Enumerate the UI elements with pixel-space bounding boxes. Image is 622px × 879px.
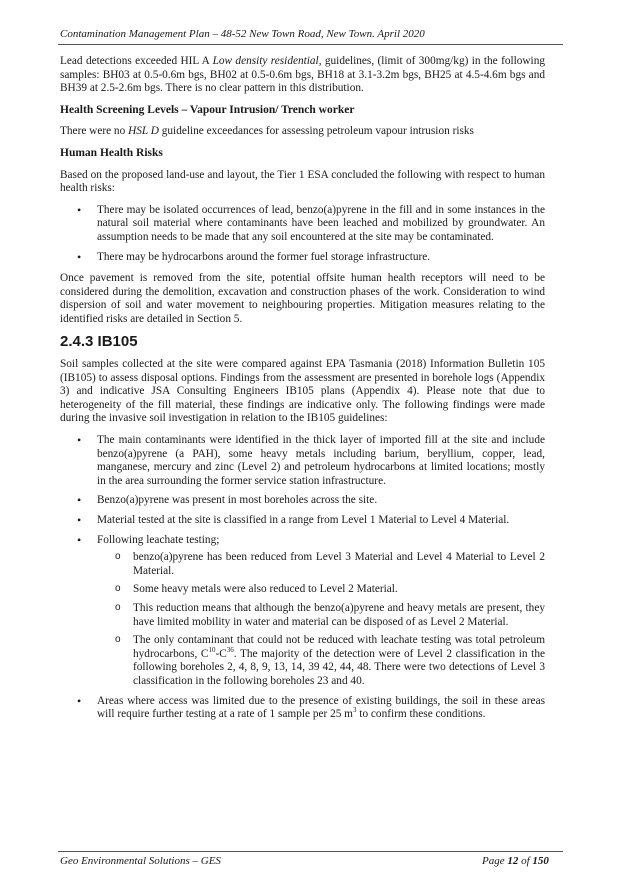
leachate-label: Following leachate testing; <box>97 533 220 546</box>
list-item: • Areas where access was limited due to the presence of existing buildings, the soil in these areas will require further testing at a rate of 1 sample per 25 $m^3$ to confirm these conditions. <box>60 695 545 722</box>
list-item <box>60 534 545 689</box>
hsl-heading: Health Screening Levels – Vapour Intrusion/ Trench worker <box>60 103 355 116</box>
hsl-paragraph: There were no HSL D guideline exceedances for assessing petroleum vapour intrusion risks <box>60 125 474 138</box>
footer-company: Geo Environmental Solutions – GES <box>60 855 221 867</box>
footer-divider <box>58 851 563 852</box>
section-intro: Soil samples collected at the site were compared against EPA Tasmania (2018) Information Bulletin 105 (IB105) to assess disposal options. Findings from the assessment are presented in borehole logs (Appendix 3) and indicative JSA Consulting Engineers IB105 plans (Appendix 4). Please note that due to heterogeneity of the fill material, these findings are indicative only. The following findings were made during the invasive soil investigation in relation to the IB105 guidelines: <box>60 358 545 425</box>
list-item: • The main contaminants were identified in the thick layer of imported fill at the site and include benzo(a)pyrene (a PAH), some heavy metals including barium, beryllium, copper, lead, manganese, mercury and zinc (Level 2) and petroleum hydrocarbons at limited locations; mostly in the area surrounding the former service station infrastructure. <box>60 434 545 488</box>
page-number: Page 12 of 150 <box>482 855 549 867</box>
human-health-risks-heading: Human Health Risks <box>60 146 163 159</box>
leachate-sub-list <box>97 551 545 688</box>
findings-list <box>60 434 545 722</box>
sub-list-item: o This reduction means that although the benzo(a)pyrene and heavy metals are present, they have limited mobility in water and material can be disposed of as Level 2 Material. <box>97 602 545 629</box>
page-header: Contamination Management Plan – 48-52 New Town Road, New Town. April 2020 <box>60 28 425 40</box>
list-item: • Material tested at the site is classified in a range from Level 1 Material to Level 4 Material. <box>60 514 545 528</box>
section-heading: 2.4.3 IB105 <box>60 332 138 350</box>
page-body <box>60 55 545 730</box>
list-item: • There may be hydrocarbons around the former fuel storage infrastructure. <box>60 251 545 265</box>
hhr-after: Once pavement is removed from the site, potential offsite human health receptors will need to be considered during the demolition, excavation and construction phases of the work. Consideration to wind dispersion of soil and water movement to neighbouring properties. Mitigation measures relating to the identified risks are detailed in Section 5. <box>60 272 545 325</box>
sub-list-item: o benzo(a)pyrene has been reduced from Level 3 Material and Level 4 Material to Level 2 Material. <box>97 551 545 578</box>
lead-paragraph: Lead detections exceeded HIL A Low density residential, guidelines, (limit of 300mg/kg) in the following samples: BH03 at 0.5-0.6m bgs, BH02 at 0.5-0.6m bgs, BH18 at 3.1-3.2m bgs, BH25 at 4.5-4.6m bgs and BH39 at 2.5-2.6m bgs. There is no clear pattern in this distribution. <box>60 55 545 95</box>
list-item: • There may be isolated occurrences of lead, benzo(a)pyrene in the fill and in some instances in the natural soil material where contaminants have been leached and mobilized by groundwater. An assumption needs to be made that any soil encountered at the site may be contaminated. <box>60 204 545 245</box>
sub-list-item: o The only contaminant that could not be reduced with leachate testing was total petroleum hydrocarbons, $C^{10}-C^{36}$. The majority of the detection were of Level 2 classification in the following boreholes 2, 4, 8, 9, 13, 14, 39 42, 44, 48. There were two detections of Level 3 classification in the following boreholes 23 and 40. <box>97 634 545 688</box>
list-item: • Benzo(a)pyrene was present in most boreholes across the site. <box>60 494 545 508</box>
sub-list-item: o Some heavy metals were also reduced to Level 2 Material. <box>97 583 545 597</box>
header-divider <box>58 44 563 45</box>
hhr-bullet-list <box>60 204 545 264</box>
hhr-intro: Based on the proposed land-use and layout, the Tier 1 ESA concluded the following with respect to human health risks: <box>60 168 545 195</box>
